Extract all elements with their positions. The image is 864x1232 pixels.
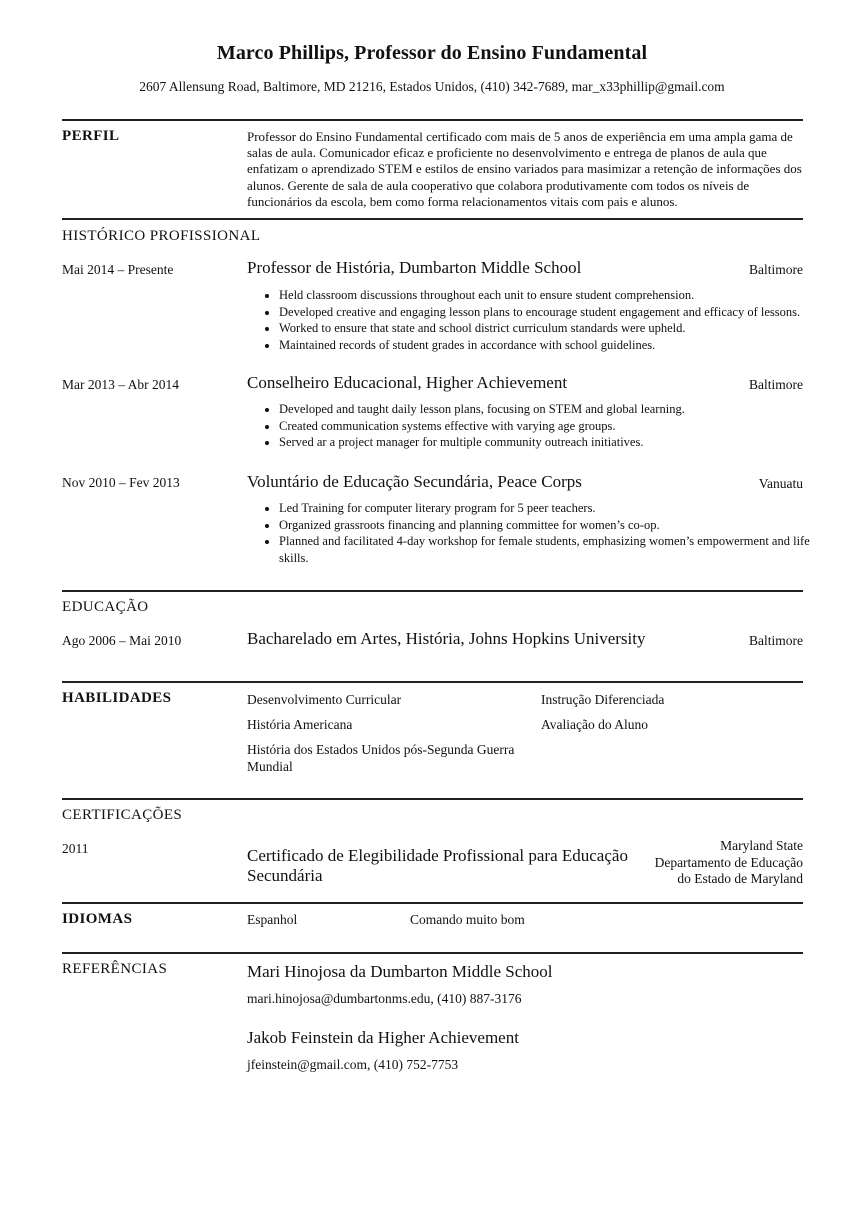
certification-name: Certificado de Elegibilidade Profissional para Educação Secundária [247, 846, 628, 885]
list-item: • Planned and facilitated 4-day workshop for female students, emphasizing women’s empowerment and life skills. [279, 533, 820, 566]
reference-name: Mari Hinojosa da Dumbarton Middle School [247, 962, 553, 981]
education-dates: Ago 2006 – Mai 2010 [62, 633, 182, 648]
section-divider [62, 952, 803, 954]
job-dates: Nov 2010 – Fev 2013 [62, 475, 180, 490]
job-bullets [262, 287, 820, 353]
profile-summary: Professor do Ensino Fundamental certificado com mais de 5 anos de experiência em uma ampla gama de salas de aula. Comunicador eficaz e proficiente no desenvolvimento e entrega de planos de aula que enfatizam o aprendizado STEM e estilos de ensino variados para masimizar a retenção de informações dos alunos. Gerente de sala de aula cooperativo que colabora produtivamente com todos os níveis de funcionários da escola, bem como forma relacionamentos vitais com pais e alunos. [247, 129, 802, 209]
certification-issuer-line: Departamento de Educação [654, 854, 803, 870]
contact-line: 2607 Allensung Road, Baltimore, MD 21216, Estados Unidos, (410) 342-7689, mar_x33phillip@gmail.com [139, 79, 725, 94]
job-bullets [262, 401, 820, 451]
job-title: Conselheiro Educacional, Higher Achievement [247, 373, 568, 392]
skill-item: História Americana [247, 717, 353, 732]
list-item: • Worked to ensure that state and school district curriculum standards were upheld. [279, 320, 820, 337]
reference-name: Jakob Feinstein da Higher Achievement [247, 1028, 519, 1047]
list-item: • Developed creative and engaging lesson plans to encourage student engagement and efficacy of lessons. [279, 304, 820, 321]
certification-year: 2011 [62, 841, 89, 856]
list-item: • Led Training for computer literary program for 5 peer teachers. [279, 500, 820, 517]
section-divider [62, 119, 803, 121]
job-location: Baltimore [749, 377, 803, 392]
list-item: • Created communication systems effective with varying age groups. [279, 418, 820, 435]
certification-issuer-line: Maryland State [720, 838, 803, 853]
reference-contact: mari.hinojosa@dumbartonms.edu, (410) 887-3176 [247, 991, 522, 1006]
section-divider [62, 590, 803, 592]
section-title-languages: IDIOMAS [62, 911, 133, 927]
job-location: Vanuatu [758, 476, 803, 491]
job-location: Baltimore [749, 262, 803, 277]
section-title-education: EDUCAÇÃO [62, 599, 149, 615]
section-divider [62, 798, 803, 800]
section-title-skills: HABILIDADES [62, 690, 172, 706]
job-title: Professor de História, Dumbarton Middle School [247, 258, 582, 277]
section-divider [62, 218, 803, 220]
list-item: • Maintained records of student grades in accordance with school guidelines. [279, 337, 820, 354]
education-location: Baltimore [749, 633, 803, 648]
job-dates: Mar 2013 – Abr 2014 [62, 377, 179, 392]
list-item: • Organized grassroots financing and planning committee for women’s co-op. [279, 517, 820, 534]
section-title-certifications: CERTIFICAÇÕES [62, 807, 183, 823]
section-divider [62, 681, 803, 683]
skill-item: Desenvolvimento Curricular [247, 692, 402, 707]
list-item: • Developed and taught daily lesson plans, focusing on STEM and global learning. [279, 401, 820, 418]
job-dates: Mai 2014 – Presente [62, 262, 174, 277]
section-title-references: REFERÊNCIAS [62, 961, 168, 977]
section-title-history: HISTÓRICO PROFISSIONAL [62, 228, 261, 244]
skill-item: Avaliação do Aluno [541, 717, 648, 732]
job-title: Voluntário de Educação Secundária, Peace Corps [247, 472, 582, 491]
list-item: • Served ar a project manager for multiple community outreach initiatives. [279, 434, 820, 451]
skill-item: História dos Estados Unidos pós-Segunda Guerra Mundial [247, 742, 515, 774]
certification-issuer [655, 838, 803, 888]
education-degree: Bacharelado em Artes, História, Johns Hopkins University [247, 629, 646, 648]
certification-issuer-line: do Estado de Maryland [677, 871, 803, 886]
section-divider [62, 902, 803, 904]
job-bullets [262, 500, 820, 566]
skill-item: Instrução Diferenciada [541, 692, 665, 707]
language-level: Comando muito bom [410, 912, 525, 927]
reference-contact: jfeinstein@gmail.com, (410) 752-7753 [247, 1057, 459, 1072]
list-item: • Held classroom discussions throughout each unit to ensure student comprehension. [279, 287, 820, 304]
section-title-profile: PERFIL [62, 128, 120, 144]
candidate-name: Marco Phillips, Professor do Ensino Fundamental [216, 42, 648, 64]
language-name: Espanhol [247, 912, 298, 927]
